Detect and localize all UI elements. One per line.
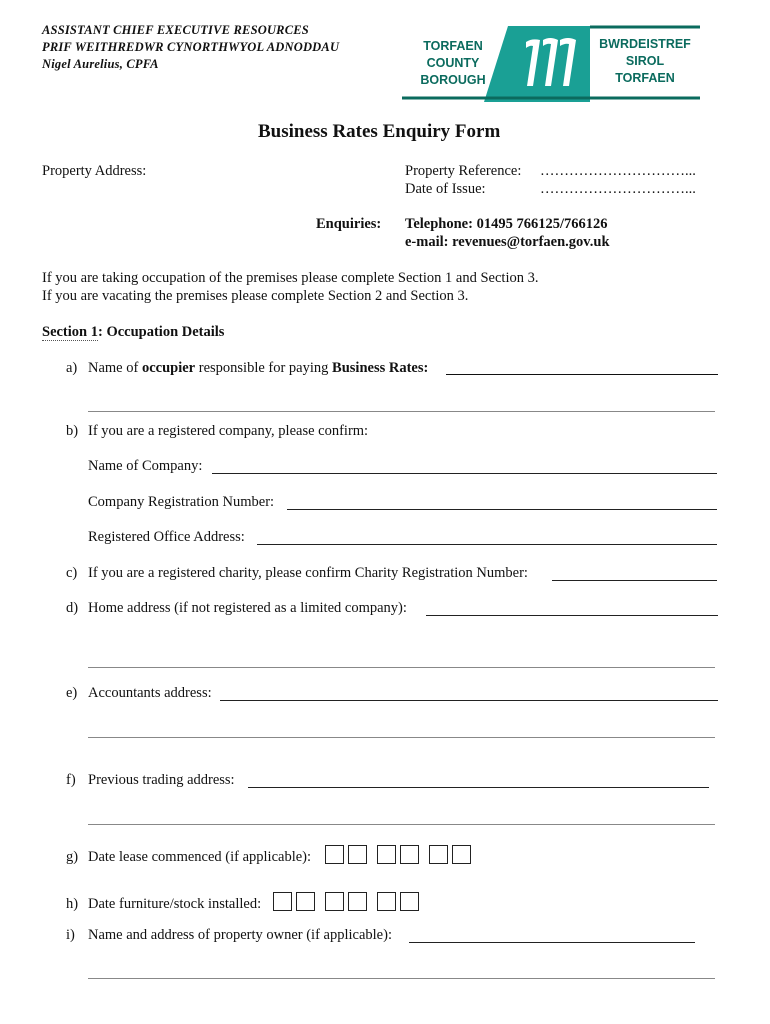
- page-title: Business Rates Enquiry Form: [258, 121, 501, 142]
- section-1-heading-suffix: : Occupation Details: [97, 324, 225, 340]
- logo-right-line-2: SIROL: [625, 54, 665, 68]
- item-f-marker: f): [66, 772, 76, 788]
- lease-date-label: Date lease commenced (if applicable):: [88, 849, 312, 865]
- home-address-input[interactable]: [426, 599, 718, 616]
- item-d-marker: d): [66, 600, 79, 616]
- previous-address-input[interactable]: [248, 771, 709, 788]
- previous-address-input-line-2[interactable]: [88, 808, 715, 825]
- previous-address-label: Previous trading address:: [88, 772, 235, 788]
- furniture-date-label: Date furniture/stock installed:: [88, 896, 262, 912]
- furniture-year-digit-2[interactable]: [400, 892, 419, 911]
- enquiries-email[interactable]: e-mail: revenues@torfaen.gov.uk: [405, 234, 610, 250]
- furniture-day-digit-1[interactable]: [273, 892, 292, 911]
- charity-reg-label: If you are a registered charity, please confirm Charity Registration Number:: [88, 565, 528, 581]
- property-address-label: Property Address:: [42, 163, 147, 179]
- furniture-year-digit-1[interactable]: [377, 892, 396, 911]
- lease-year-digit-2[interactable]: [452, 845, 471, 864]
- lease-day-digit-1[interactable]: [325, 845, 344, 864]
- item-b-marker: b): [66, 423, 79, 439]
- lease-month-digit-2[interactable]: [400, 845, 419, 864]
- item-a-label: [88, 360, 428, 377]
- property-owner-label: Name and address of property owner (if applicable):: [88, 927, 392, 943]
- company-reg-label: Company Registration Number:: [88, 494, 275, 510]
- company-name-label: Name of Company:: [88, 458, 203, 474]
- instruction-line-1: If you are taking occupation of the premises please complete Section 1 and Section 3.: [42, 270, 539, 286]
- section-1-heading: [42, 324, 224, 341]
- logo-right-line-1: BWRDEISTREF: [599, 37, 691, 51]
- charity-reg-input[interactable]: [552, 564, 717, 581]
- occupier-name-input[interactable]: [446, 358, 718, 375]
- home-address-input-line-2[interactable]: [88, 651, 715, 668]
- enquiries-label: Enquiries:: [316, 216, 382, 232]
- date-of-issue-value: …………………………...: [540, 181, 696, 197]
- property-owner-input-line-2[interactable]: [88, 962, 715, 979]
- item-a-text-1: Name of: [88, 360, 142, 376]
- item-a-marker: a): [66, 360, 78, 376]
- accountants-address-input-line-2[interactable]: [88, 721, 715, 738]
- header-line-3: Nigel Aurelius, CPFA: [42, 57, 159, 71]
- item-a-bold-occupier: occupier: [141, 360, 196, 376]
- item-e-marker: e): [66, 685, 78, 701]
- furniture-month-digit-1[interactable]: [325, 892, 344, 911]
- item-c-marker: c): [66, 565, 78, 581]
- home-address-label: Home address (if not registered as a limited company):: [88, 600, 407, 616]
- occupier-name-input-line-2[interactable]: [88, 395, 715, 412]
- item-a-bold-business-rates: Business Rates:: [332, 360, 429, 376]
- logo-left-line-1: TORFAEN: [423, 39, 483, 53]
- property-reference-value: …………………………...: [540, 163, 696, 179]
- accountants-address-label: Accountants address:: [88, 685, 212, 701]
- item-a-text-2: responsible for paying: [195, 360, 333, 376]
- registered-office-label: Registered Office Address:: [88, 529, 245, 545]
- lease-year-digit-1[interactable]: [429, 845, 448, 864]
- lease-day-digit-2[interactable]: [348, 845, 367, 864]
- furniture-day-digit-2[interactable]: [296, 892, 315, 911]
- enquiries-telephone: Telephone: 01495 766125/766126: [405, 216, 608, 232]
- header-line-1: ASSISTANT CHIEF EXECUTIVE RESOURCES: [42, 23, 309, 37]
- instruction-line-2: If you are vacating the premises please complete Section 2 and Section 3.: [42, 288, 469, 304]
- accountants-address-input[interactable]: [220, 684, 718, 701]
- logo-right-line-3: TORFAEN: [615, 71, 675, 85]
- property-reference-label: Property Reference:: [405, 163, 522, 179]
- item-i-marker: i): [66, 927, 75, 943]
- logo-left-line-3: BOROUGH: [420, 73, 486, 87]
- item-b-label: If you are a registered company, please confirm:: [88, 423, 369, 439]
- torfaen-logo: [400, 24, 702, 104]
- company-name-input[interactable]: [212, 457, 717, 474]
- property-owner-input[interactable]: [409, 926, 695, 943]
- date-of-issue-label: Date of Issue:: [405, 181, 486, 197]
- section-1-heading-prefix: Section 1: [42, 324, 98, 340]
- furniture-month-digit-2[interactable]: [348, 892, 367, 911]
- logo-left-line-2: COUNTY: [426, 56, 480, 70]
- lease-month-digit-1[interactable]: [377, 845, 396, 864]
- item-g-marker: g): [66, 849, 79, 865]
- registered-office-input[interactable]: [257, 528, 717, 545]
- company-reg-input[interactable]: [287, 493, 717, 510]
- header-line-2: PRIF WEITHREDWR CYNORTHWYOL ADNODDAU: [42, 40, 340, 54]
- item-h-marker: h): [66, 896, 79, 912]
